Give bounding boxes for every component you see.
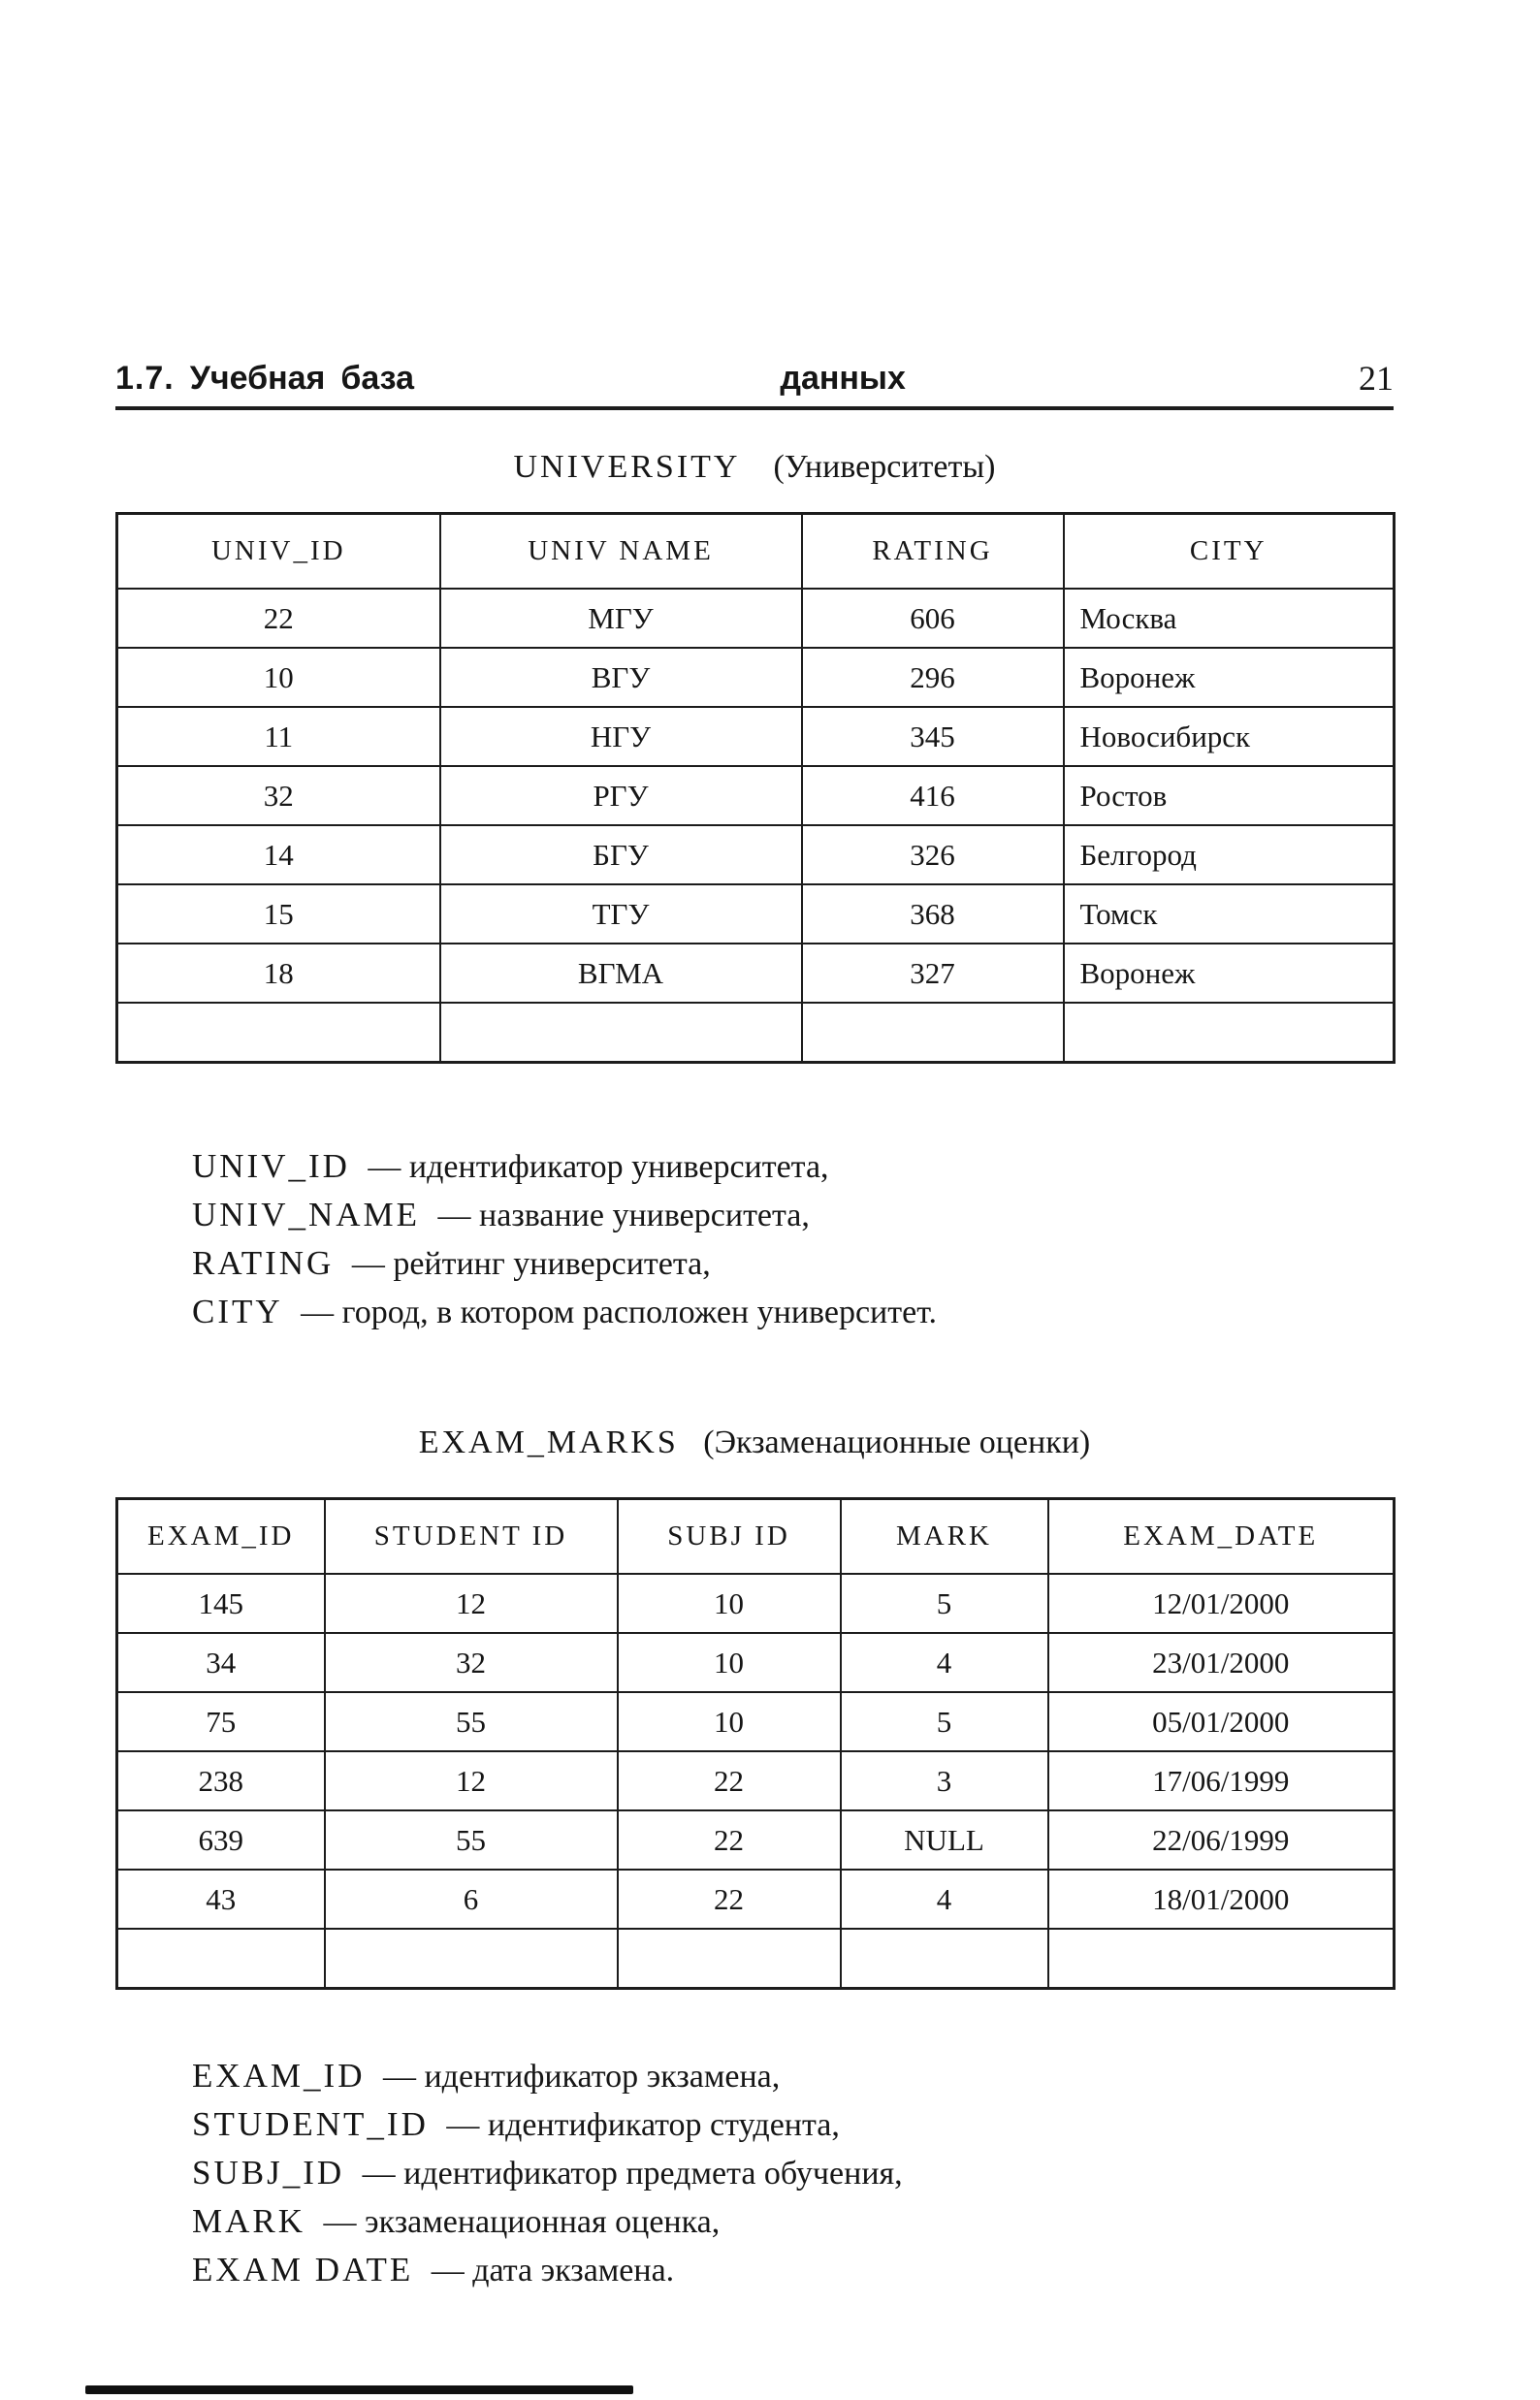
cell: 6 [325,1870,618,1929]
legend-line [192,2197,903,2246]
table-row-empty [117,1003,1395,1063]
cell: 15 [117,884,440,944]
cell: 55 [325,1810,618,1870]
legend-term: MARK [192,2202,306,2240]
legend-desc: — идентификатор предмета обучения, [362,2156,903,2192]
cell [618,1929,841,1989]
table-row [117,1810,1395,1870]
cell [1064,1003,1395,1063]
cell: 22 [618,1810,841,1870]
column-header: UNIV_ID [117,514,440,590]
legend-term: EXAM_ID [192,2057,366,2095]
legend-line [192,1142,937,1191]
cell: ТГУ [440,884,802,944]
table-row [117,944,1395,1003]
header-title-word3: данных [780,360,906,397]
legend-desc: — идентификатор университета, [368,1149,829,1185]
cell: 416 [802,766,1064,825]
table-header-row [117,1499,1395,1575]
table-row [117,589,1395,648]
cell: 345 [802,707,1064,766]
cell: Воронеж [1064,944,1395,1003]
cell: 326 [802,825,1064,884]
legend-line [192,2052,903,2100]
legend-term: UNIV_NAME [192,1196,421,1233]
table-row [117,648,1395,707]
cell: 10 [117,648,440,707]
cell: 12 [325,1751,618,1810]
legend-line [192,2149,903,2197]
cell: 5 [841,1574,1048,1633]
university-table [115,512,1396,1064]
exam-table-title [115,1424,1394,1462]
cell [802,1003,1064,1063]
column-header: MARK [841,1499,1048,1575]
legend-desc: — экзаменационная оценка, [323,2204,721,2240]
exam-legend [192,2052,903,2294]
exam-marks-table [115,1497,1396,1990]
legend-line [192,1191,937,1239]
cell: ВГМА [440,944,802,1003]
cell [117,1003,440,1063]
legend-desc: — город, в котором расположен университет. [301,1295,938,1330]
cell: 639 [117,1810,325,1870]
legend-desc: — идентификатор студента, [446,2107,840,2143]
page-header [115,359,1394,410]
cell: Новосибирск [1064,707,1395,766]
legend-term: SUBJ_ID [192,2154,345,2192]
cell: 368 [802,884,1064,944]
cell: РГУ [440,766,802,825]
cell: Томск [1064,884,1395,944]
cell: 05/01/2000 [1048,1692,1395,1751]
cell: ВГУ [440,648,802,707]
header-title-word2: база [340,360,415,397]
table-row [117,1692,1395,1751]
cell: 22/06/1999 [1048,1810,1395,1870]
university-table-title [115,448,1394,487]
column-header: CITY [1064,514,1395,590]
legend-line [192,1239,937,1288]
cell [841,1929,1048,1989]
column-header: STUDENT ID [325,1499,618,1575]
cell: 34 [117,1633,325,1692]
cell: 22 [618,1870,841,1929]
cell: Воронеж [1064,648,1395,707]
column-header: EXAM_ID [117,1499,325,1575]
section-number: 1.7. [115,360,175,397]
cell: 23/01/2000 [1048,1633,1395,1692]
cell: 327 [802,944,1064,1003]
table-row [117,884,1395,944]
cell: 75 [117,1692,325,1751]
header-title-word1: Учебная [189,360,326,397]
table-row [117,707,1395,766]
legend-term: UNIV_ID [192,1147,350,1185]
cell: 296 [802,648,1064,707]
cell: Москва [1064,589,1395,648]
cell: Белгород [1064,825,1395,884]
exam-title-russian: (Экзаменационные оценки) [703,1424,1091,1460]
cell: Ростов [1064,766,1395,825]
cell: 12 [325,1574,618,1633]
table-row [117,766,1395,825]
cell: 10 [618,1574,841,1633]
cell [1048,1929,1395,1989]
cell [325,1929,618,1989]
table-row [117,825,1395,884]
cell: 238 [117,1751,325,1810]
cell: 11 [117,707,440,766]
page-number: 21 [1359,359,1394,398]
cell: МГУ [440,589,802,648]
cell: 22 [618,1751,841,1810]
cell: 32 [325,1633,618,1692]
cell: 4 [841,1870,1048,1929]
university-title-latin: UNIVERSITY [513,449,741,485]
scan-artifact [85,2385,633,2394]
cell: 10 [618,1692,841,1751]
table-row [117,1870,1395,1929]
legend-desc: — дата экзамена. [431,2253,675,2288]
cell [440,1003,802,1063]
cell: 3 [841,1751,1048,1810]
legend-line [192,1288,937,1336]
column-header: EXAM_DATE [1048,1499,1395,1575]
column-header: UNIV NAME [440,514,802,590]
cell: NULL [841,1810,1048,1870]
cell [117,1929,325,1989]
cell: 606 [802,589,1064,648]
header-left [115,359,414,398]
cell: 145 [117,1574,325,1633]
table-row [117,1574,1395,1633]
legend-term: STUDENT_ID [192,2105,429,2143]
legend-line [192,2246,903,2294]
cell: 22 [117,589,440,648]
exam-title-latin: EXAM_MARKS [418,1424,679,1460]
university-legend [192,1142,937,1336]
cell: 18/01/2000 [1048,1870,1395,1929]
university-title-russian: (Университеты) [773,449,996,485]
cell: 43 [117,1870,325,1929]
legend-line [192,2100,903,2149]
cell: 4 [841,1633,1048,1692]
legend-term: RATING [192,1244,335,1282]
cell: НГУ [440,707,802,766]
legend-desc: — рейтинг университета, [351,1246,711,1282]
table-row [117,1751,1395,1810]
legend-term: CITY [192,1293,283,1330]
table-row-empty [117,1929,1395,1989]
cell: 18 [117,944,440,1003]
cell: БГУ [440,825,802,884]
legend-term: EXAM DATE [192,2251,414,2288]
table-header-row [117,514,1395,590]
table-row [117,1633,1395,1692]
cell: 12/01/2000 [1048,1574,1395,1633]
cell: 17/06/1999 [1048,1751,1395,1810]
cell: 32 [117,766,440,825]
cell: 14 [117,825,440,884]
column-header: RATING [802,514,1064,590]
cell: 5 [841,1692,1048,1751]
cell: 55 [325,1692,618,1751]
legend-desc: — название университета, [437,1198,810,1233]
cell: 10 [618,1633,841,1692]
column-header: SUBJ ID [618,1499,841,1575]
legend-desc: — идентификатор экзамена, [382,2059,781,2095]
